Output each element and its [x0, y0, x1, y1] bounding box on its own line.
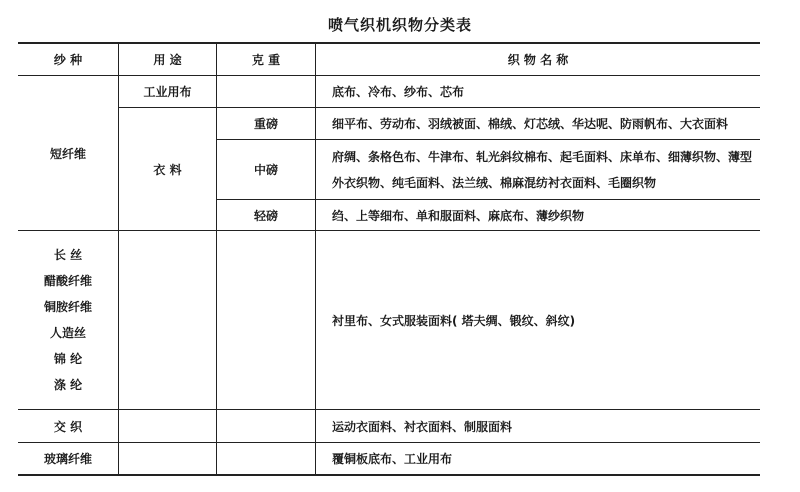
column-divider [315, 42, 316, 476]
table-border-bottom [18, 474, 760, 476]
yarn-rayon: 人造丝 [49, 326, 86, 340]
yarn-glass-fiber: 玻璃纤维 [43, 452, 92, 466]
header-fabric-names: 织 物 名 称 [507, 53, 569, 67]
use-clothing: 衣 料 [153, 162, 182, 177]
yarn-filament: 长 丝 [53, 248, 83, 262]
names-interwoven: 运动衣面料、衬衣面料、制服面料 [332, 419, 513, 434]
yarn-cupro: 铜胺纤维 [43, 300, 92, 314]
header-use: 用 途 [153, 53, 182, 67]
names-medium: 府绸、条格色布、牛津布、轧光斜纹棉布、起毛面料、床单布、细薄织物、薄型外衣织物、纯毛面料、法兰绒、棉麻混纺衬衣面料、毛圈织物 [332, 149, 753, 190]
yarn-interwoven: 交 织 [53, 419, 83, 434]
names-industrial: 底布、冷布、纱布、芯布 [332, 85, 465, 99]
names-glass-fiber: 覆铜板底布、工业用布 [332, 452, 453, 466]
use-industrial: 工业用布 [143, 85, 192, 99]
yarn-polyester: 涤 纶 [53, 378, 83, 392]
yarn-short-fiber: 短纤维 [49, 146, 86, 161]
yarn-filament-list [18, 231, 118, 409]
names-heavy: 细平布、劳动布、羽绒被面、棉绒、灯芯绒、华达呢、防雨帆布、大衣面料 [332, 117, 729, 131]
weight-medium: 中磅 [253, 163, 278, 177]
names-filament: 衬里布、女式服装面料( 塔夫绸、锻纹、斜纹) [332, 313, 576, 328]
yarn-nylon: 锦 纶 [53, 352, 83, 366]
weight-light: 轻磅 [253, 208, 278, 223]
classification-table [18, 42, 760, 476]
page-title: 喷气织机织物分类表 [327, 16, 472, 34]
names-light: 绉、上等细布、单和服面料、麻底布、薄纱织物 [332, 208, 585, 223]
yarn-acetate: 醋酸纤维 [43, 274, 92, 288]
header-weight: 克 重 [251, 53, 281, 67]
weight-heavy: 重磅 [253, 117, 278, 131]
header-yarn: 纱 种 [53, 53, 83, 67]
